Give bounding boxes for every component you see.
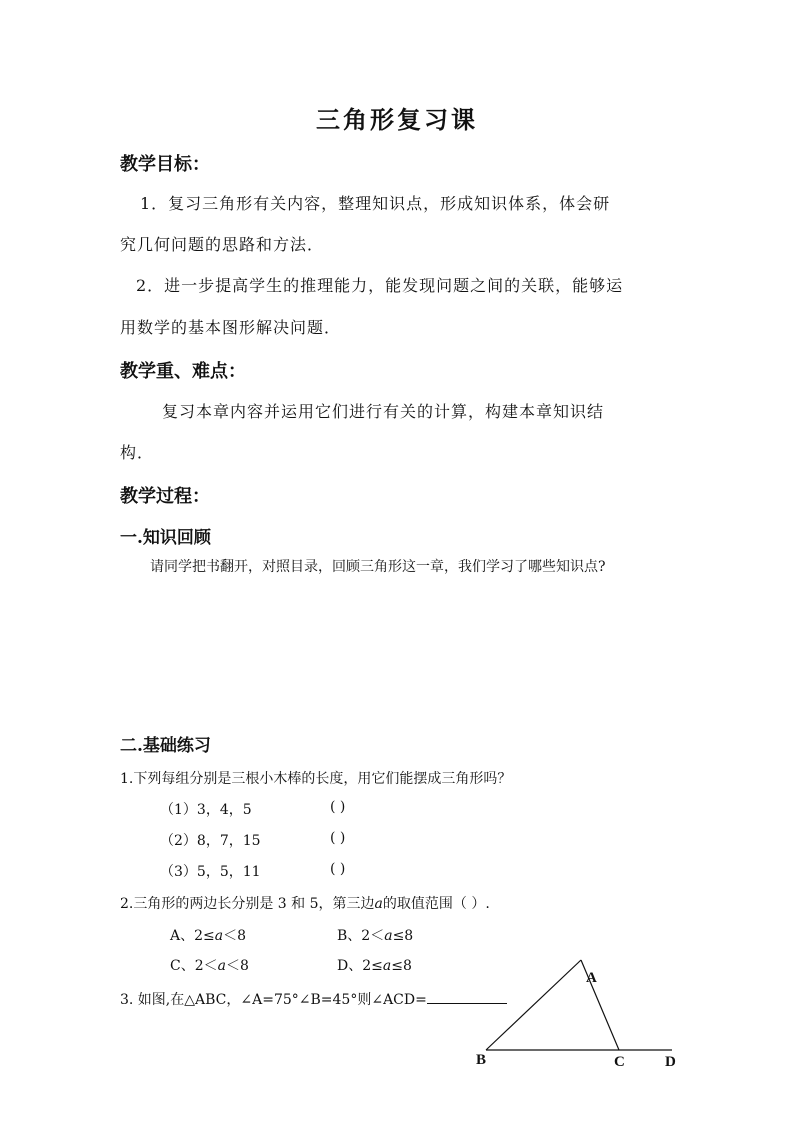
option-b: B、2＜a≤8 (337, 928, 414, 944)
option-d: D、2≤a≤8 (337, 958, 412, 974)
q1-answer-blank: ( ) (330, 861, 346, 877)
practice-heading: 二.基础练习 (120, 736, 211, 756)
objective-1-line-1: 1．复习三角形有关内容，整理知识点，形成知识体系，体会研 (140, 194, 611, 213)
question-2: 2.三角形的两边长分别是 3 和 5，第三边a的取值范围（ ）. (120, 896, 490, 912)
option-c: C、2＜a＜8 (170, 958, 249, 974)
q1-answer-blank: ( ) (330, 799, 346, 815)
point-label-d: D (665, 1054, 676, 1070)
vertex-label-b: B (476, 1052, 487, 1068)
process-heading: 教学过程： (120, 486, 210, 507)
option-a: A、2≤a＜8 (170, 928, 247, 944)
vertex-label-c: C (614, 1054, 625, 1070)
objective-2-line-1: 2．进一步提高学生的推理能力，能发现问题之间的关联，能够运 (136, 276, 624, 295)
side-ab (486, 960, 581, 1050)
q1-item-label: （1）3，4，5 (160, 802, 252, 818)
variable-a: a (374, 896, 383, 912)
q1-item-label: （3）5，5，11 (160, 864, 261, 880)
objective-1-line-2: 究几何问题的思路和方法． (120, 235, 325, 254)
vertex-label-a: A (586, 970, 597, 986)
q1-item-label: （2）8，7，15 (160, 833, 261, 849)
key-points-line-1: 复习本章内容并运用它们进行有关的计算，构建本章知识结 (162, 402, 605, 421)
question-3: 3. 如图,在△ABC，∠A=75°∠B=45°则∠ACD= (120, 987, 507, 1009)
question-1: 1.下列每组分别是三根小木棒的长度，用它们能摆成三角形吗？ (120, 771, 512, 787)
knowledge-review-title: 一.知识回顾 (120, 528, 211, 548)
objectives-heading: 教学目标： (120, 154, 210, 175)
key-points-heading: 教学重、难点： (120, 361, 246, 382)
objective-2-line-2: 用数学的基本图形解决问题． (120, 318, 342, 337)
page-title: 三角形复习课 (316, 105, 478, 134)
q1-answer-blank: ( ) (330, 830, 346, 846)
knowledge-review-text: 请同学把书翻开，对照目录，回顾三角形这一章，我们学习了哪些知识点? (150, 559, 606, 575)
key-points-line-2: 构． (120, 443, 155, 462)
